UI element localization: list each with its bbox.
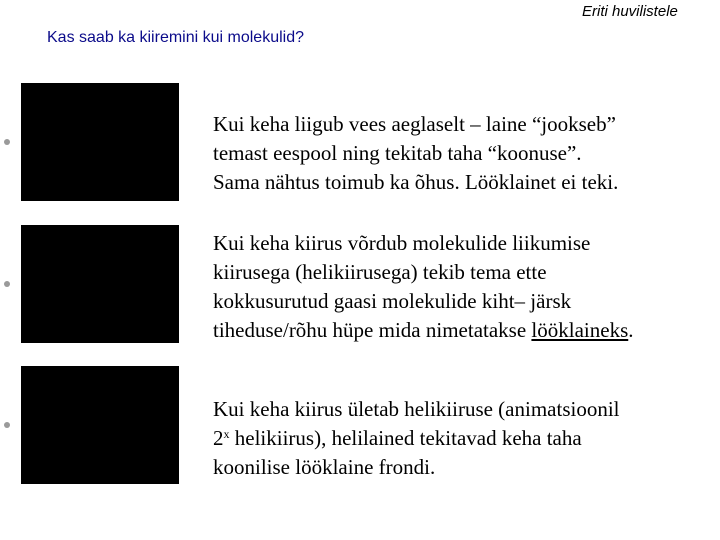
paragraph-line: koonilise lööklaine frondi. [213,455,436,479]
audience-tag: Eriti huvilistele [582,3,678,20]
paragraph-supersonic [213,395,713,482]
bullet-dot [4,281,10,287]
paragraph-line: Kui keha liigub vees aeglaselt – laine “jookseb” [213,112,616,136]
bullet-dot [4,139,10,145]
paragraph-line [213,424,713,453]
paragraph-slow-motion [213,110,713,197]
paragraph-line: kiirusega (helikiirusega) tekib tema ette [213,260,547,284]
paragraph-line-text: helikiirus), helilained tekitavad keha taha [229,426,582,450]
paragraph-line: Kui keha kiirus võrdub molekulide liikumise [213,231,591,255]
shockwave-term: lööklaineks [531,318,629,342]
multiplier-number: 2 [213,426,224,450]
animation-frame-sonic[interactable] [21,225,179,343]
paragraph-line: Sama nähtus toimub ka õhus. Lööklainet ei teki. [213,170,619,194]
slide-title: Kas saab ka kiiremini kui molekulid? [47,29,304,46]
paragraph-sound-speed [213,229,713,345]
paragraph-line-text: tiheduse/rõhu hüpe mida nimetatakse [213,318,532,342]
sentence-end: . [628,318,634,342]
animation-frame-slow[interactable] [21,83,179,201]
bullet-dot [4,422,10,428]
paragraph-line: temast eespool ning tekitab taha “koonuse”. [213,141,582,165]
paragraph-line: kokkusurutud gaasi molekulide kiht– järsk [213,289,572,313]
multiplier-superscript: x [223,427,230,441]
paragraph-line [213,316,713,345]
animation-frame-supersonic[interactable] [21,366,179,484]
paragraph-line: Kui keha kiirus ületab helikiiruse (animatsioonil [213,397,620,421]
